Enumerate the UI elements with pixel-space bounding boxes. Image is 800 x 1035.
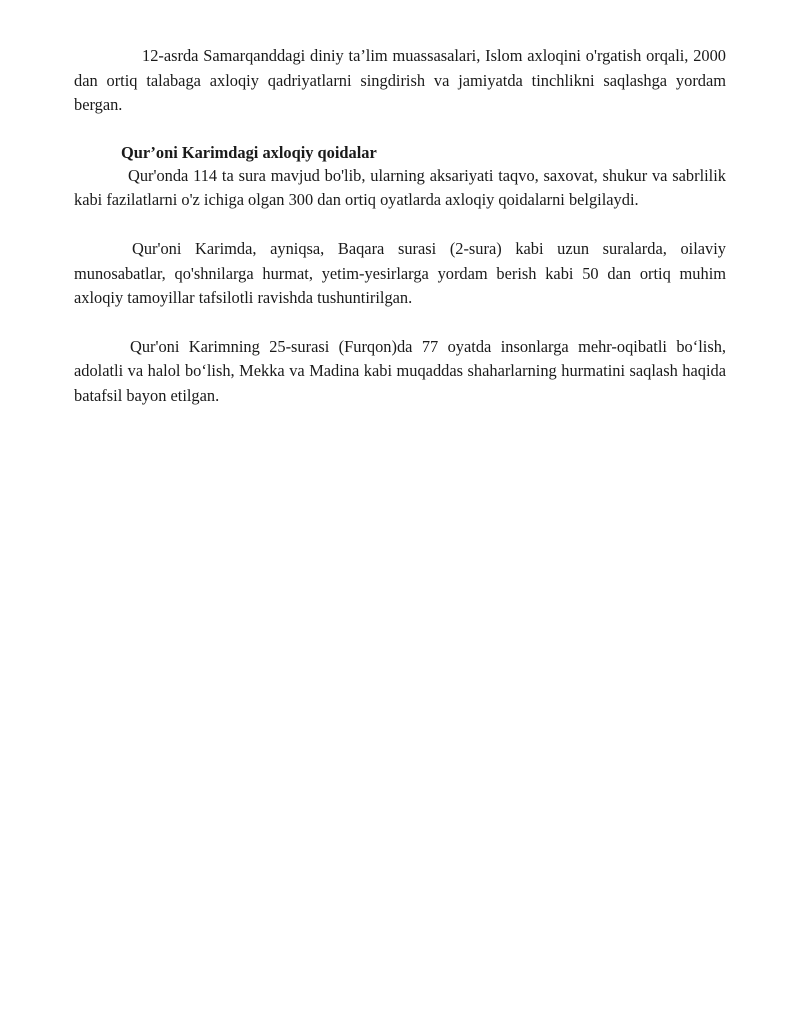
- document-body: [74, 44, 726, 409]
- section-paragraph-1: Qur'onda 114 ta sura mavjud bo'lib, ularning aksariyati taqvo, saxovat, shukur va sabrlilik kabi fazilatlarni o'z ichiga olgan 300 dan ortiq oyatlarda axloqiy qoidalarni belgilaydi.: [74, 165, 726, 210]
- intro-paragraph: 12-asrda Samarqanddagi diniy ta’lim muassasalari, Islom axloqini o'rgatish orqali, 2000 dan ortiq talabaga axloqiy qadriyatlarni singdirish va jamiyatda tinchlikni saqlashga yordam bergan.: [74, 46, 726, 115]
- section-paragraph-2: Qur'oni Karimda, ayniqsa, Baqara surasi (2-sura) kabi uzun suralarda, oilaviy munosabatlar, qo'shnilarga hurmat, yetim-yesirlarga yordam berish kabi 50 dan ortiq muhim axloqiy tamoyillar tafsilotli ravishda tushuntirilgan.: [74, 238, 726, 308]
- section-heading: Qur’oni Karimdagi axloqiy qoidalar: [121, 142, 377, 162]
- section-paragraph-3: Qur'oni Karimning 25-surasi (Furqon)da 77 oyatda insonlarga mehr-oqibatli bo‘lish, adolatli va halol bo‘lish, Mekka va Madina kabi muqaddas shaharlarning hurmatini saqlash haqida batafsil bayon etilgan.: [74, 336, 726, 405]
